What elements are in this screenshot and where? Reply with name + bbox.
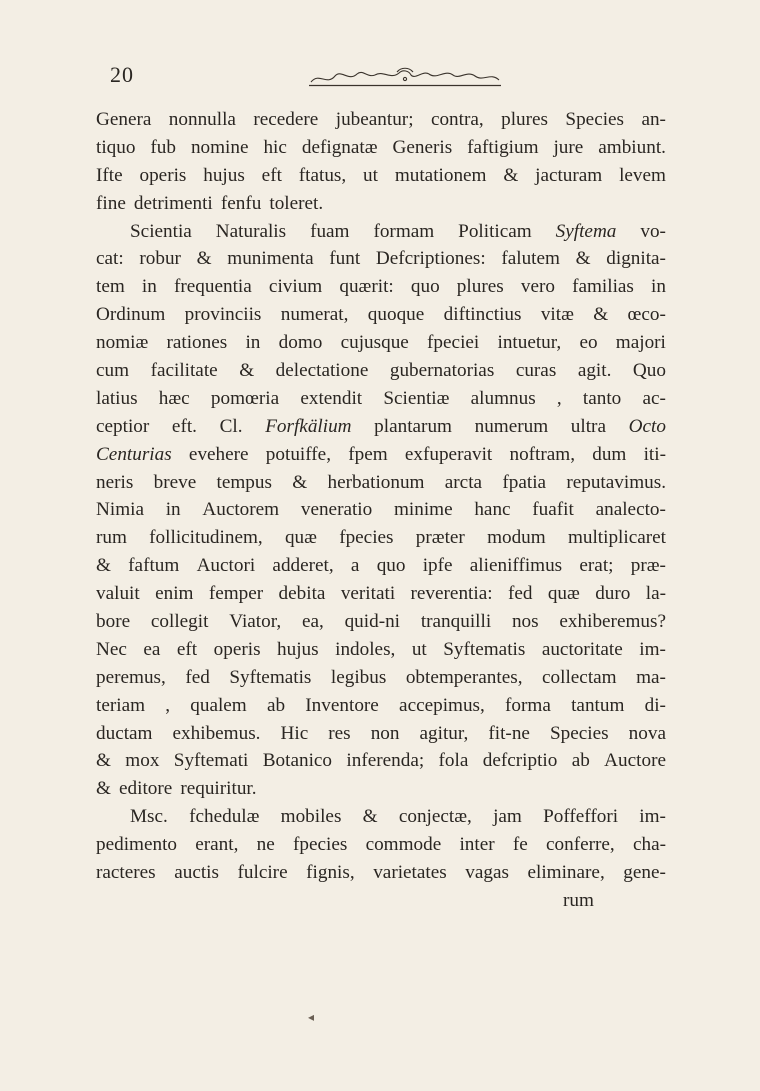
word: quo [410,276,440,298]
word: jubeantur; [335,109,414,130]
word: tiquo [96,136,136,158]
word: majori [615,332,666,354]
word: hujus [203,164,245,186]
word: contra, [430,109,484,130]
word: Auctore [604,750,666,772]
word: familias [572,276,634,298]
word: tantum [571,694,625,716]
word: fit-ne [488,722,530,744]
word: erant, [195,834,239,856]
word: res [328,722,351,744]
word: auctoritate [541,638,623,660]
word: exhibemus. [172,722,261,744]
word: levem [619,164,666,186]
word: robur [139,248,181,270]
text-line [96,803,666,831]
word: analecto- [595,499,666,521]
word: a [350,555,360,577]
word: ceptior [96,415,150,437]
text-line [96,273,666,301]
word: rum [563,889,594,911]
word: varietates [373,862,447,884]
word: minime [393,499,453,521]
word: Cl. [219,415,243,437]
word: domo [278,332,323,354]
word: exhiberemus? [559,611,666,633]
word: quærit: [339,276,394,298]
word: ea, [301,611,324,633]
word: Generis [392,136,453,158]
text-line [96,580,666,608]
word: nomiæ [96,332,149,354]
word: operis [213,638,261,660]
word: racteres [96,862,156,884]
word: civium [268,276,323,298]
word: intuetur, [497,332,562,354]
word: inferenda; [346,750,425,772]
word: fpeciei [427,332,480,354]
text-line [96,385,666,413]
word: accepimus, [399,694,485,716]
word: fola [438,750,469,772]
word: in [651,276,666,298]
word: nomine [190,136,249,158]
word: adderet, [272,555,334,577]
word: plures [456,276,504,298]
word: conjectæ, [398,806,472,828]
word: numerum [474,415,549,437]
word: fpem [348,443,388,465]
word: la- [645,583,666,605]
word: cat: [96,248,124,270]
word: forma [505,694,551,716]
word: potuiffe, [265,443,331,465]
text-line [96,134,666,162]
text-line [96,106,666,134]
text-line [96,608,666,636]
word: jure [553,136,584,158]
word: ambiunt. [598,136,666,158]
word: gene- [623,862,666,884]
word: alieniffimus [469,555,563,577]
text-line [96,357,666,385]
text-line [96,552,666,580]
word: conferre, [546,834,615,856]
word: femper [208,583,264,605]
word: quid-ni [344,611,401,633]
word: eo [579,332,598,354]
word: tempus [216,471,272,493]
word: cum [96,360,130,382]
text-line [96,524,666,552]
word: Syftema [555,220,617,242]
word: fine [96,192,126,214]
word: ab [266,694,286,716]
word: vagas [465,862,509,884]
word: nonnulla [168,109,236,130]
word: eft. [171,415,197,437]
word: & [96,750,111,772]
word: fed [185,666,210,688]
word: fenfu [220,192,262,214]
word: collegit [150,611,209,633]
word: Hic [280,722,309,744]
word: fpecies [292,834,348,856]
word: Auctorem [202,499,280,521]
word: diftinctius [443,304,522,326]
word: dignita- [606,248,666,270]
word: mutationem [394,164,487,186]
word: toleret. [269,192,324,214]
word: & [292,471,308,493]
word: fub [150,136,176,158]
word: neris [96,471,134,493]
word: bore [96,611,131,633]
word: defignatæ [301,136,378,158]
word: ea [143,638,161,660]
word: auctis [174,862,219,884]
word: Syftematis [443,638,526,660]
word: frequentia [174,276,252,298]
word: Defcriptiones: [375,248,486,270]
word: peremus, [96,666,166,688]
word: provinciis [184,304,262,326]
page-number: 20 [110,62,134,87]
word: in [141,276,157,298]
word: Syftematis [229,666,312,688]
word: , [556,387,562,409]
word: Syftemati [173,750,249,772]
word: Inventore [305,694,379,716]
word: Scientia [130,220,192,242]
word: falutem [501,248,560,270]
word: Naturalis [215,220,287,242]
word: obtemperantes, [405,666,523,688]
text-line [96,245,666,273]
word: extendit [300,387,363,409]
word: fchedulæ [189,806,260,828]
word: & [196,248,212,270]
word: faftum [128,555,180,577]
word: modum [487,527,546,549]
word: Ordinum [96,304,166,326]
word: ab [571,750,590,772]
word: hic [263,136,287,158]
ornament-icon [305,66,505,88]
word: pedimento [96,834,177,856]
word: jacturam [535,164,603,186]
word: breve [153,471,197,493]
word: ultra [570,415,606,437]
word: debita [278,583,326,605]
word: fignis, [306,862,355,884]
word: in [245,332,261,354]
word: multiplicaret [567,527,666,549]
word: ac- [642,387,666,409]
word: noftram, [509,443,576,465]
word: Quo [632,360,666,382]
word: editore [119,778,173,800]
word: inter [459,834,495,856]
word: herbationum [327,471,425,493]
word: enim [155,583,194,605]
word: teriam [96,694,146,716]
word: ne [256,834,275,856]
word: œco- [627,304,666,326]
word: eliminare, [527,862,605,884]
word: in [165,499,181,521]
word: Auctori [196,555,256,577]
word: quæ [547,583,580,605]
word: Ifte [96,164,123,186]
word: reputavimus. [566,471,666,493]
word: munimenta [227,248,314,270]
word: im- [639,806,666,828]
word: hæc [158,387,190,409]
text-line [96,636,666,664]
word: Genera [96,109,152,130]
word: tranquilli [420,611,492,633]
word: cujusque [340,332,409,354]
word: fed [507,583,533,605]
text-line [96,469,666,497]
word: mobiles [280,806,342,828]
word: mox [125,750,160,772]
word: im- [639,638,666,660]
word: eft [261,164,282,186]
word: recedere [253,109,319,130]
word: fpecies [339,527,394,549]
word: arcta [444,471,483,493]
word: Botanico [262,750,333,772]
text-line [96,301,666,329]
word: commode [365,834,442,856]
word: Poffeffori [543,806,619,828]
text-line [96,775,666,803]
word: defcriptio [482,750,558,772]
word: ut [411,638,427,660]
word: follicitudinem, [149,527,263,549]
word: quo [376,555,406,577]
word: , [165,694,171,716]
word: nos [511,611,539,633]
word: tem [96,276,125,298]
text-line [96,162,666,190]
word: valuit [96,583,140,605]
word: faftigium [467,136,539,158]
word: Species [549,722,609,744]
word: præ- [630,555,666,577]
word: & [362,806,378,828]
word: erat; [579,555,614,577]
word: nova [628,722,666,744]
word: & [503,164,519,186]
word: Politicam [458,220,532,242]
word: non [370,722,400,744]
word: requiritur. [180,778,257,800]
word: fe [512,834,528,856]
word: eft [176,638,198,660]
word: Species [565,109,625,130]
word: Octo [628,415,666,437]
word: vitæ [540,304,574,326]
word: Nimia [96,499,144,521]
word: duro [595,583,631,605]
catchword [96,887,666,915]
word: funt [329,248,361,270]
word: detrimenti [133,192,213,214]
word: Centurias [96,443,172,465]
text-line [96,329,666,357]
word: Forfkälium [265,415,352,437]
word: & [239,360,255,382]
signature-mark: ◂ [308,1010,315,1024]
word: quoque [367,304,425,326]
word: alumnus [470,387,536,409]
word: veritati [340,583,396,605]
word: agitur, [419,722,469,744]
text-line [96,441,666,469]
text-line [96,496,666,524]
word: ma- [636,666,666,688]
word: dum [592,443,627,465]
word: formam [373,220,435,242]
text-line [96,720,666,748]
word: rum [96,527,127,549]
word: & [593,304,609,326]
word: di- [644,694,666,716]
word: fuafit [532,499,574,521]
word: præter [415,527,465,549]
word: legibus [330,666,387,688]
text-line [96,831,666,859]
word: hujus [277,638,319,660]
text-line [96,664,666,692]
text-line [96,747,666,775]
word: gubernatorias [389,360,495,382]
word: ductam [96,722,153,744]
word: & [96,778,111,800]
text-line [96,190,666,218]
word: jam [493,806,522,828]
word: pomœria [210,387,280,409]
word: numerat, [280,304,349,326]
word: ftatus, [298,164,347,186]
word: qualem [190,694,247,716]
word: plantarum [374,415,452,437]
text-line [96,692,666,720]
word: facilitate [150,360,218,382]
word: vero [520,276,555,298]
body-text [96,106,666,915]
word: agit. [577,360,612,382]
text-line [96,859,666,887]
word: fulcire [237,862,288,884]
word: Msc. [130,806,168,828]
word: collectam [542,666,617,688]
word: plures [501,109,548,130]
word: hanc [474,499,511,521]
word: fpatia [502,471,547,493]
text-line [96,413,666,441]
word: tanto [582,387,622,409]
word: delectatione [275,360,369,382]
word: & [96,555,111,577]
word: operis [139,164,187,186]
word: cha- [632,834,666,856]
word: ut [363,164,378,186]
word: Scientiæ [383,387,450,409]
word: an- [641,109,666,130]
word: curas [515,360,557,382]
word: quæ [284,527,317,549]
word: Viator, [229,611,282,633]
word: Nec [96,638,127,660]
word: ipfe [422,555,453,577]
text-line [96,218,666,246]
word: iti- [643,443,666,465]
word: evehere [188,443,249,465]
word: & [575,248,591,270]
word: fuam [310,220,350,242]
word: vo- [640,220,666,242]
word: veneratio [300,499,373,521]
word: indoles, [335,638,396,660]
word: latius [96,387,138,409]
word: exfuperavit [404,443,493,465]
word: rationes [166,332,228,354]
word: reverentia: [410,583,493,605]
